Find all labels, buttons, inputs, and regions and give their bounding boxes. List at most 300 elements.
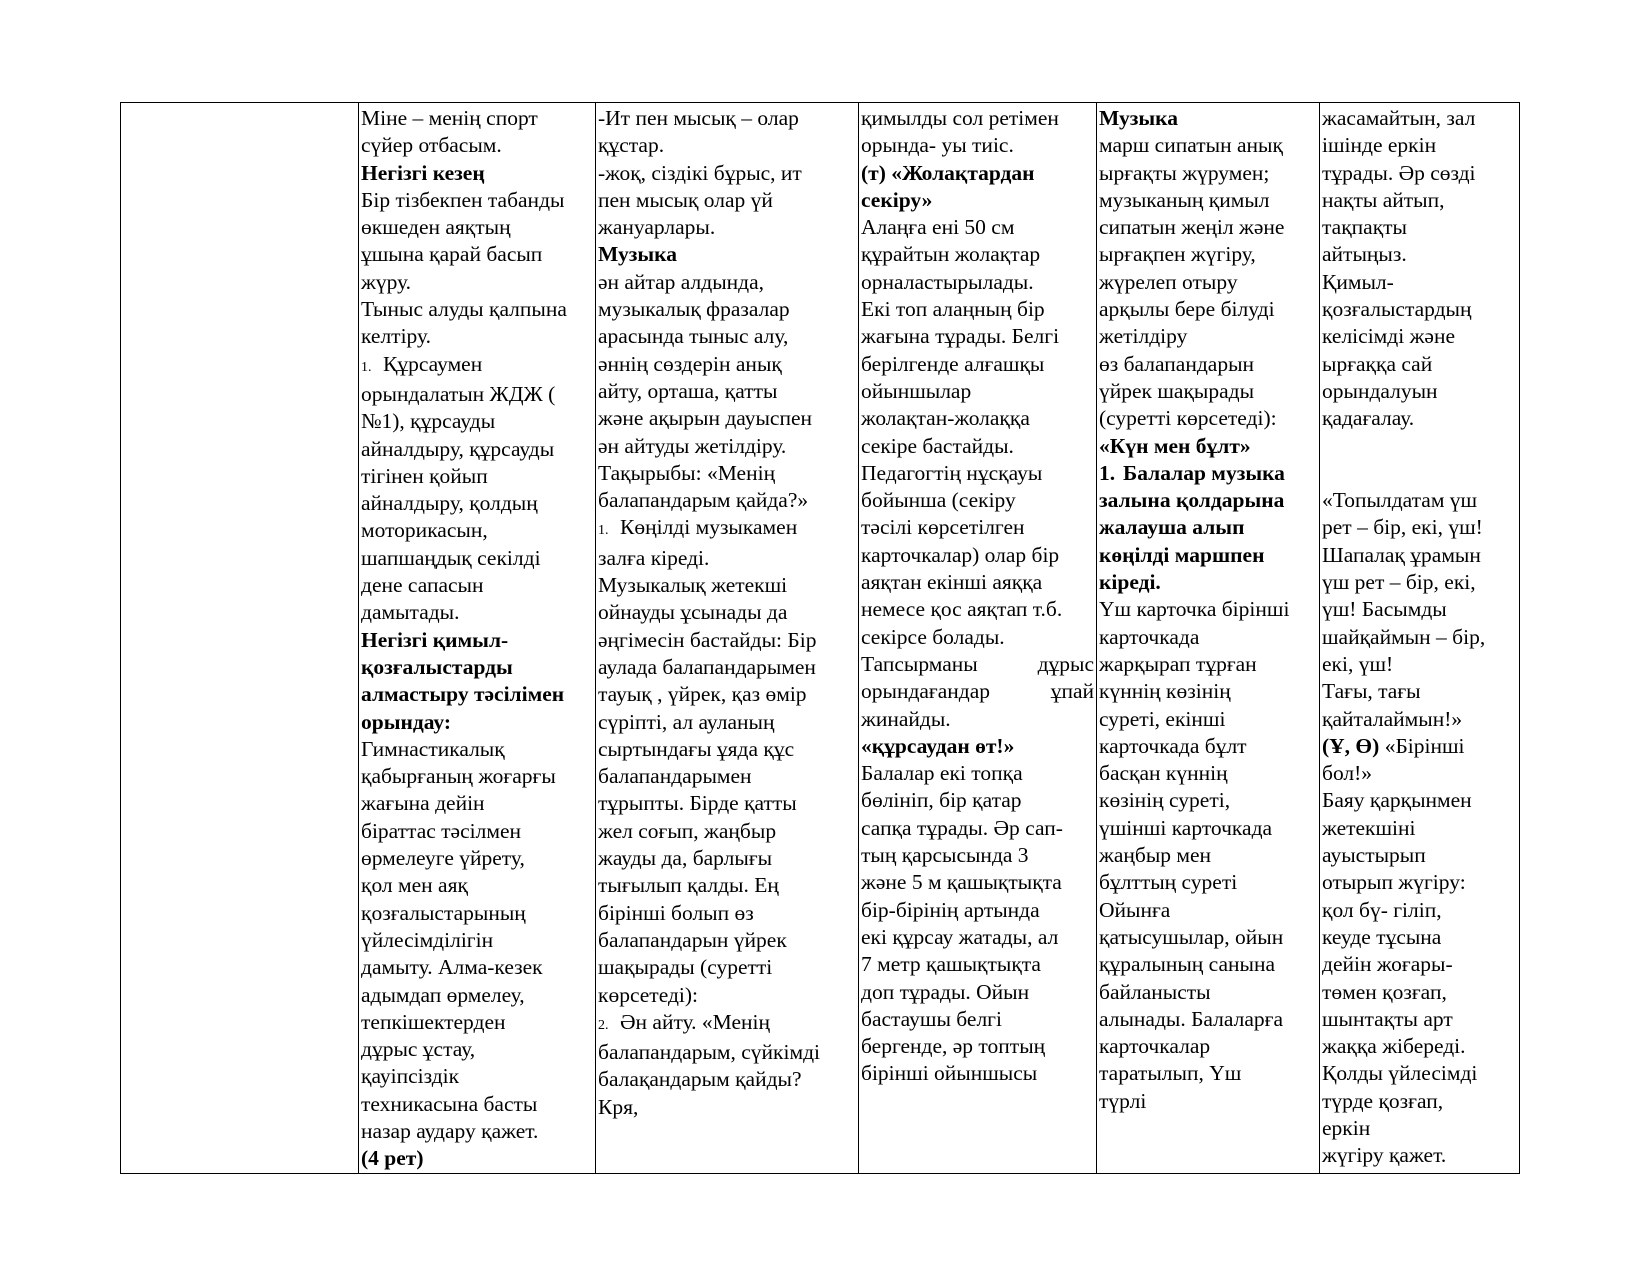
text-line [361,927,595,954]
line-text: алмастыру тәсілімен [361,682,565,707]
text-line [1322,842,1519,869]
text-line [1322,924,1519,951]
text-line [361,296,595,323]
line-text: Қолды үйлесімді [1322,1061,1478,1086]
line-text: бөлініп, бір қатар [861,788,1022,813]
text-line [1322,651,1519,678]
text-line [1099,542,1319,569]
line-text: Балалар екі топқа [861,761,1023,786]
line-text: ырғаққа сай [1322,351,1433,376]
text-line [598,627,858,654]
text-line [1099,678,1319,705]
line-text: арқылы бере білуді [1099,297,1275,322]
line-text: келтіру. [361,324,431,349]
line-text: таратылып, Үш [1099,1061,1242,1086]
table-cell-notes [1320,103,1520,1174]
text-line [861,296,1096,323]
line-text: Үш карточка бірінші [1099,597,1290,622]
text-line [361,900,595,927]
text-line [1099,105,1319,132]
text-line [1099,1088,1319,1115]
text-line [598,214,858,241]
line-text: ән айтуды жетілдіру. [598,433,787,458]
text-line [1099,160,1319,187]
line-text: залға кіреді. [598,545,710,570]
line-text: Негізгі кезең [361,160,485,185]
text-line [361,599,595,626]
line-text: айтыңыз. [1322,242,1407,267]
text-line [598,545,858,572]
line-text: Екі топ алаңның бір [861,297,1045,322]
text-line [598,187,858,214]
line-text: Баяу қарқынмен [1322,788,1472,813]
line-text: үйлесімділігін [361,927,494,952]
text-line [1322,378,1519,405]
line-text: Тақырыбы: «Менің [598,460,776,485]
line-text: әңгімесін бастайды: Бір [598,627,817,652]
line-text: бастаушы белгі [861,1006,1002,1031]
text-line [1322,678,1519,705]
line-text: тығылып қалды. Ең [598,873,779,898]
line-text: аулада балапандарымен [598,654,816,679]
text-line [861,160,1096,187]
line-text: бол!» [1322,761,1373,786]
line-text: сүріпті, ал ауланың [598,709,775,734]
line-text: жалауша алып [1099,515,1245,540]
text-line [1099,897,1319,924]
line-text: нақты айтып, [1322,187,1445,212]
line-text: үшінші карточкада [1099,815,1273,840]
text-line [861,979,1096,1006]
line-text: көңілді маршпен [1099,542,1265,567]
line-text: өкшеден аяқтың [361,215,511,240]
table-cell-music-march [1097,103,1320,1174]
line-text: Көңілді музыкамен [620,515,798,540]
line-text: Тапсырманы дұрыс [861,651,1094,676]
text-line [1099,1033,1319,1060]
text-line [1322,241,1519,268]
text-line [1099,1006,1319,1033]
line-text: карточкада бұлт [1099,733,1247,758]
line-text: тұрыпты. Бірде қатты [598,791,797,816]
text-line [598,572,858,599]
line-text: Міне – менің спорт [361,106,538,130]
line-text: секірсе болады. [861,624,1005,649]
line-text: назар аудару қажет. [361,1118,539,1143]
line-text: байланысты [1099,979,1211,1004]
text-line [1099,296,1319,323]
text-line [598,105,858,132]
text-line [1322,869,1519,896]
line-text: «Күн мен бұлт» [1099,433,1251,458]
text-line [1099,214,1319,241]
line-text: №1), құрсауды [361,409,496,434]
text-line [361,436,595,463]
text-line [598,982,858,1009]
text-line [1099,651,1319,678]
line-text: шынтақты арт [1322,1006,1453,1031]
text-line [361,627,595,654]
line-text: қол мен аяқ [361,873,468,898]
text-line [361,572,595,599]
text-line [1322,351,1519,378]
line-text: ішінде еркін [1322,133,1437,158]
line-text: сыртындағы ұяда құс [598,736,795,761]
line-text: секіру» [861,187,933,212]
text-line [861,269,1096,296]
text-line [1099,1060,1319,1087]
line-text: дамытады. [361,600,460,625]
text-line [1099,624,1319,651]
text-line [598,160,858,187]
line-text: (т) «Жолақтардан [861,160,1035,185]
line-text: Алаңға ені 50 см [861,215,1015,240]
line-text: адымдап өрмелеу, [361,982,525,1007]
list-number: 1. [1099,460,1116,485]
text-line [361,187,595,214]
text-line [1099,706,1319,733]
text-line [361,241,595,268]
line-text: балақандарым қайды? [598,1067,802,1092]
text-line [598,790,858,817]
text-line [1322,187,1519,214]
line-text: (4 рет) [361,1146,424,1171]
line-text: алынады. Балаларға [1099,1006,1284,1031]
line-text: Балалар музыка [1123,460,1285,485]
line-text: жүрелеп отыру [1099,269,1238,294]
text-line [1322,951,1519,978]
table-cell-games [859,103,1097,1174]
line-text: «Топылдатам үш [1322,488,1478,513]
line-text: Педагогтің нұсқауы [861,460,1043,485]
text-line [361,545,595,572]
line-text: Қимыл- [1322,269,1394,294]
line-text: үш рет – бір, екі, [1322,570,1476,595]
line-text: құрайтын жолақтар [861,242,1041,267]
text-line [1322,542,1519,569]
line-text: жасамайтын, зал [1322,106,1476,130]
text-line [861,569,1096,596]
line-text: қадағалау. [1322,406,1415,431]
line-text: шайқаймын – бір, [1322,624,1486,649]
text-line [861,214,1096,241]
line-text: техникасына басты [361,1091,538,1116]
line-text: құралының санына [1099,952,1276,977]
text-line [1099,733,1319,760]
text-line [1099,433,1319,460]
text-line [598,433,858,460]
text-line [861,897,1096,924]
text-line [861,487,1096,514]
line-text: орналастырылады. [861,269,1034,294]
line-text: тігінен қойып [361,463,488,488]
text-line [361,681,595,708]
list-number: 2. [598,1017,609,1033]
line-text: сапқа тұрады. Әр сап- [861,815,1063,840]
line-text: жаққа жібереді. [1322,1034,1466,1059]
line-text: орындау: [361,709,452,734]
text-line [1322,596,1519,623]
text-line [861,1060,1096,1087]
text-line [861,241,1096,268]
text-line [361,1036,595,1063]
line-text: Құрсаумен [383,351,483,376]
text-line [361,1118,595,1145]
text-line [861,460,1096,487]
blank-line [1322,460,1519,487]
line-text: тың қарсысында 3 [861,843,1029,868]
text-line [598,681,858,708]
line-text: қауіпсіздік [361,1064,460,1089]
text-line [361,323,595,350]
line-text: екі, үш! [1322,651,1394,676]
line-text: жолақтан-жолаққа [861,406,1030,431]
text-line [1099,514,1319,541]
line-text: ойыншылар [861,378,972,403]
line-text: өрмелеуге үйрету, [361,846,525,871]
line-text: секіре бастайды. [861,433,1014,458]
line-text: жетілдіру [1099,324,1188,349]
line-text: қозғалыстардың [1322,297,1472,322]
text-line [1322,296,1519,323]
text-line [861,405,1096,432]
line-text: Шапалақ ұрамын [1322,542,1481,567]
line-text: жағына дейін [361,791,485,816]
text-line [1099,351,1319,378]
text-line [361,736,595,763]
text-line [1099,132,1319,159]
line-text: жел соғып, жаңбыр [598,818,777,843]
text-line [598,845,858,872]
line-text: суреті, екінші [1099,706,1226,731]
text-line [1322,1142,1519,1169]
line-text: қозғалыстарды [361,654,513,679]
line-text: тұрады. Әр сөзді [1322,160,1476,185]
text-line [1322,897,1519,924]
text-line [361,490,595,517]
text-line [361,160,595,187]
line-text: жаңбыр мен [1099,843,1212,868]
line-text: және ақырын дауыспен [598,406,813,431]
line-text: Гимнастикалық [361,736,505,761]
line-text: жауды да, барлығы [598,846,773,871]
line-text: бойынша (секіру [861,488,1016,513]
line-text: жинайды. [861,706,951,731]
text-line [361,709,595,736]
text-line [361,872,595,899]
line-text: жарқырап тұрған [1099,651,1257,676]
line-text: дене сапасын [361,573,484,598]
line-text: Тыныс алуды қалпына [361,297,567,322]
line-text: тәсілі көрсетілген [861,515,1025,540]
line-text: орындалуын [1322,378,1438,403]
line-text: түрлі [1099,1088,1147,1113]
line-text: тақпақты [1322,215,1407,240]
line-text: және 5 м қашықтықта [861,870,1062,895]
text-line [861,132,1096,159]
text-line [598,927,858,954]
text-line [861,951,1096,978]
text-line [861,1006,1096,1033]
text-line [598,1009,858,1039]
line-text: Музыкалық жетекші [598,573,788,598]
line-text: қозғалыстарының [361,900,526,925]
text-line [361,845,595,872]
text-line [861,733,1096,760]
line-text: жүру. [361,269,412,294]
text-line [598,1094,858,1121]
text-line [361,463,595,490]
text-line [1099,815,1319,842]
line-text: дамыту. Алма-кезек [361,955,543,980]
text-line [361,763,595,790]
line-text: қатысушылар, ойын [1099,924,1284,949]
text-line [361,818,595,845]
line-text: Музыка [598,242,677,267]
line-text: залына қолдарына [1099,488,1285,513]
text-line [861,678,1096,705]
text-line [1322,214,1519,241]
line-text: аяқтан екінші аяққа [861,570,1043,595]
text-line [598,1066,858,1093]
text-line [361,654,595,681]
line-text: сипатын жеңіл және [1099,215,1285,240]
text-line [598,900,858,927]
text-line [361,351,595,381]
line-text: бұлттың суреті [1099,870,1238,895]
line-text: тепкішектерден [361,1009,506,1034]
text-line [598,296,858,323]
line-text: «құрсаудан өт!» [861,733,1015,758]
text-line [361,132,595,159]
line-text: Тағы, тағы [1322,679,1421,704]
line-text: ырғақпен жүгіру, [1099,242,1256,267]
line-text: рет – бір, екі, үш! [1322,515,1483,540]
line-text: балапандарым қайда?» [598,488,809,513]
text-line [1099,979,1319,1006]
text-line [598,1039,858,1066]
line-text: -Ит пен мысық – олар [598,106,799,130]
line-text: айналдыру, қолдың [361,491,538,516]
text-line [861,596,1096,623]
text-line [1322,1006,1519,1033]
line-text: сүйер отбасым. [361,133,502,158]
text-line [1322,269,1519,296]
line-text: Кря, [598,1094,639,1119]
line-text: үйрек шақырады [1099,378,1255,403]
text-line [598,378,858,405]
line-text: (суретті көрсетеді): [1099,406,1277,431]
line-text: кіреді. [1099,570,1161,595]
line-text: көзінің суреті, [1099,788,1231,813]
line-text: шақырады (суретті [598,955,773,980]
line-text: үш! Басымды [1322,597,1447,622]
text-line [1099,760,1319,787]
line-text: музыканың қимыл [1099,187,1270,212]
text-line [1322,105,1519,132]
bold-text: (Ұ, Ө) [1322,733,1380,758]
text-line [598,599,858,626]
line-text: екі құрсау жатады, ал [861,924,1059,949]
text-line [1322,733,1519,760]
text-line [598,514,858,544]
text-line [361,1009,595,1036]
line-text: дұрыс ұстау, [361,1037,476,1062]
text-line [598,763,858,790]
text-line [1322,815,1519,842]
text-line [1322,514,1519,541]
line-text: бiраттас тәсілмен [361,818,522,843]
text-line [1322,760,1519,787]
line-text: ән айтар алдында, [598,269,765,294]
line-text: ұшына қарай басып [361,242,543,267]
line-text: шапшаңдық секілді [361,545,541,570]
text-line [1099,405,1319,432]
table-row [121,103,1520,1174]
line-text: ойнауды ұсынады да [598,600,788,625]
line-text: әннің сөздерін анық [598,351,782,376]
text-line [361,1091,595,1118]
text-line [861,514,1096,541]
line-text: жануарлары. [598,215,716,240]
line-text: құстар. [598,133,665,158]
text-line [1322,1060,1519,1087]
line-text: кеуде тұсына [1322,924,1442,949]
text-line [598,954,858,981]
line-text: қайталаймын!» [1322,706,1463,731]
line-text: балапандарым, сүйкімді [598,1040,820,1065]
text-line [1099,869,1319,896]
text-line [1322,323,1519,350]
line-text: төмен қозғап, [1322,979,1447,1004]
text-line [598,351,858,378]
line-text: еркін [1322,1115,1371,1140]
text-line [598,132,858,159]
text-line [861,651,1096,678]
line-text: орындағандар ұпай [861,679,1094,704]
line-text: орындалатын ЖДЖ ( [361,381,556,406]
text-line [1099,378,1319,405]
line-text: моторикасын, [361,518,488,543]
text-line [361,381,595,408]
text-line [861,433,1096,460]
text-line [361,408,595,435]
line-text: қабырғаның жоғарғы [361,764,556,789]
line-text: дейін жоғары- [1322,952,1453,977]
line-text: тауық , үйрек, қаз өмір [598,682,807,707]
text-line [1322,787,1519,814]
line-text: түрде қозғап, [1322,1088,1444,1113]
line-text: бір-бірінің артында [861,897,1040,922]
text-line [861,787,1096,814]
text-line [861,323,1096,350]
text-line [598,405,858,432]
text-line [1322,979,1519,1006]
text-line [861,1033,1096,1060]
text-line [1322,1033,1519,1060]
line-text: бірінші болып өз [598,900,754,925]
line-text: айналдыру, құрсауды [361,436,555,461]
text-line [598,460,858,487]
line-text: Ойынға [1099,897,1171,922]
text-line [1099,951,1319,978]
text-line [361,105,595,132]
list-number: 1. [598,523,609,539]
text-line [1322,624,1519,651]
text-line [598,323,858,350]
text-line [598,269,858,296]
text-line [861,542,1096,569]
